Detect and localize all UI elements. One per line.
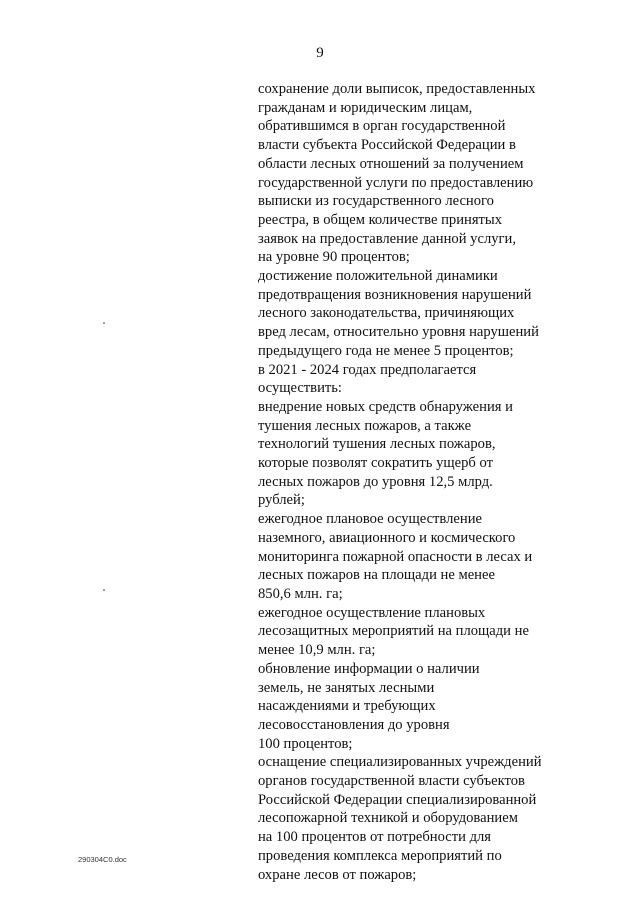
text-line: вред лесам, относительно уровня нарушений bbox=[258, 324, 539, 341]
text-line: лесопожарной техникой и оборудованием bbox=[258, 810, 518, 827]
text-line: области лесных отношений за получением bbox=[258, 155, 524, 172]
text-line: мониторинга пожарной опасности в лесах и bbox=[258, 548, 533, 565]
text-line: 850,6 млн. га; bbox=[258, 585, 343, 602]
footer-file-code: 290304С0.doc bbox=[78, 855, 127, 864]
text-line: ежегодное осуществление плановых bbox=[258, 604, 486, 621]
text-line: тушения лесных пожаров, а также bbox=[258, 417, 472, 434]
text-line: охране лесов от пожаров; bbox=[258, 866, 417, 883]
text-line: власти субъекта Российской Федерации в bbox=[258, 137, 516, 154]
text-line: ежегодное плановое осуществление bbox=[258, 511, 482, 528]
text-line: на 100 процентов от потребности для bbox=[258, 829, 492, 846]
text-line: лесозащитных мероприятий на площади не bbox=[258, 623, 529, 640]
body-text bbox=[258, 80, 558, 884]
text-line: оснащение специализированных учреждений bbox=[258, 754, 542, 771]
text-line: Российской Федерации специализированной bbox=[258, 791, 537, 808]
text-line: в 2021 - 2024 годах предполагается bbox=[258, 361, 477, 378]
text-line: лесных пожаров на площади не менее bbox=[258, 567, 495, 584]
text-line: технологий тушения лесных пожаров, bbox=[258, 436, 496, 453]
text-line: менее 10,9 млн. га; bbox=[258, 642, 376, 659]
text-line: обновление информации о наличии bbox=[258, 660, 480, 677]
text-line: выписки из государственного лесного bbox=[258, 193, 494, 210]
text-line: реестра, в общем количестве принятых bbox=[258, 211, 503, 228]
text-line: на уровне 90 процентов; bbox=[258, 249, 410, 266]
text-line: рублей; bbox=[258, 492, 305, 509]
text-line: земель, не занятых лесными bbox=[258, 679, 435, 696]
text-line: предотвращения возникновения нарушений bbox=[258, 286, 532, 303]
text-line: заявок на предоставление данной услуги, bbox=[258, 230, 516, 247]
scan-dot bbox=[103, 322, 105, 324]
text-line: лесного законодательства, причиняющих bbox=[258, 305, 515, 322]
text-line: наземного, авиационного и космического bbox=[258, 529, 516, 546]
text-line: которые позволят сократить ущерб от bbox=[258, 455, 493, 472]
text-line: осуществить: bbox=[258, 380, 342, 397]
text-line: сохранение доли выписок, предоставленных bbox=[258, 81, 536, 97]
text-line: достижение положительной динамики bbox=[258, 268, 498, 285]
text-line: государственной услуги по предоставлению bbox=[258, 174, 534, 191]
text-line: предыдущего года не менее 5 процентов; bbox=[258, 342, 514, 359]
text-line: 100 процентов; bbox=[258, 735, 353, 752]
page-number: 9 bbox=[316, 45, 324, 61]
text-line: лесовосстановления до уровня bbox=[258, 716, 450, 733]
text-line: гражданам и юридическим лицам, bbox=[258, 99, 473, 116]
scan-dot bbox=[103, 589, 105, 591]
text-line: внедрение новых средств обнаружения и bbox=[258, 398, 513, 415]
text-line: органов государственной власти субъектов bbox=[258, 773, 525, 790]
text-line: насаждениями и требующих bbox=[258, 698, 436, 715]
text-line: проведения комплекса мероприятий по bbox=[258, 847, 502, 864]
text-line: обратившимся в орган государственной bbox=[258, 118, 506, 135]
text-line: лесных пожаров до уровня 12,5 млрд. bbox=[258, 473, 493, 490]
